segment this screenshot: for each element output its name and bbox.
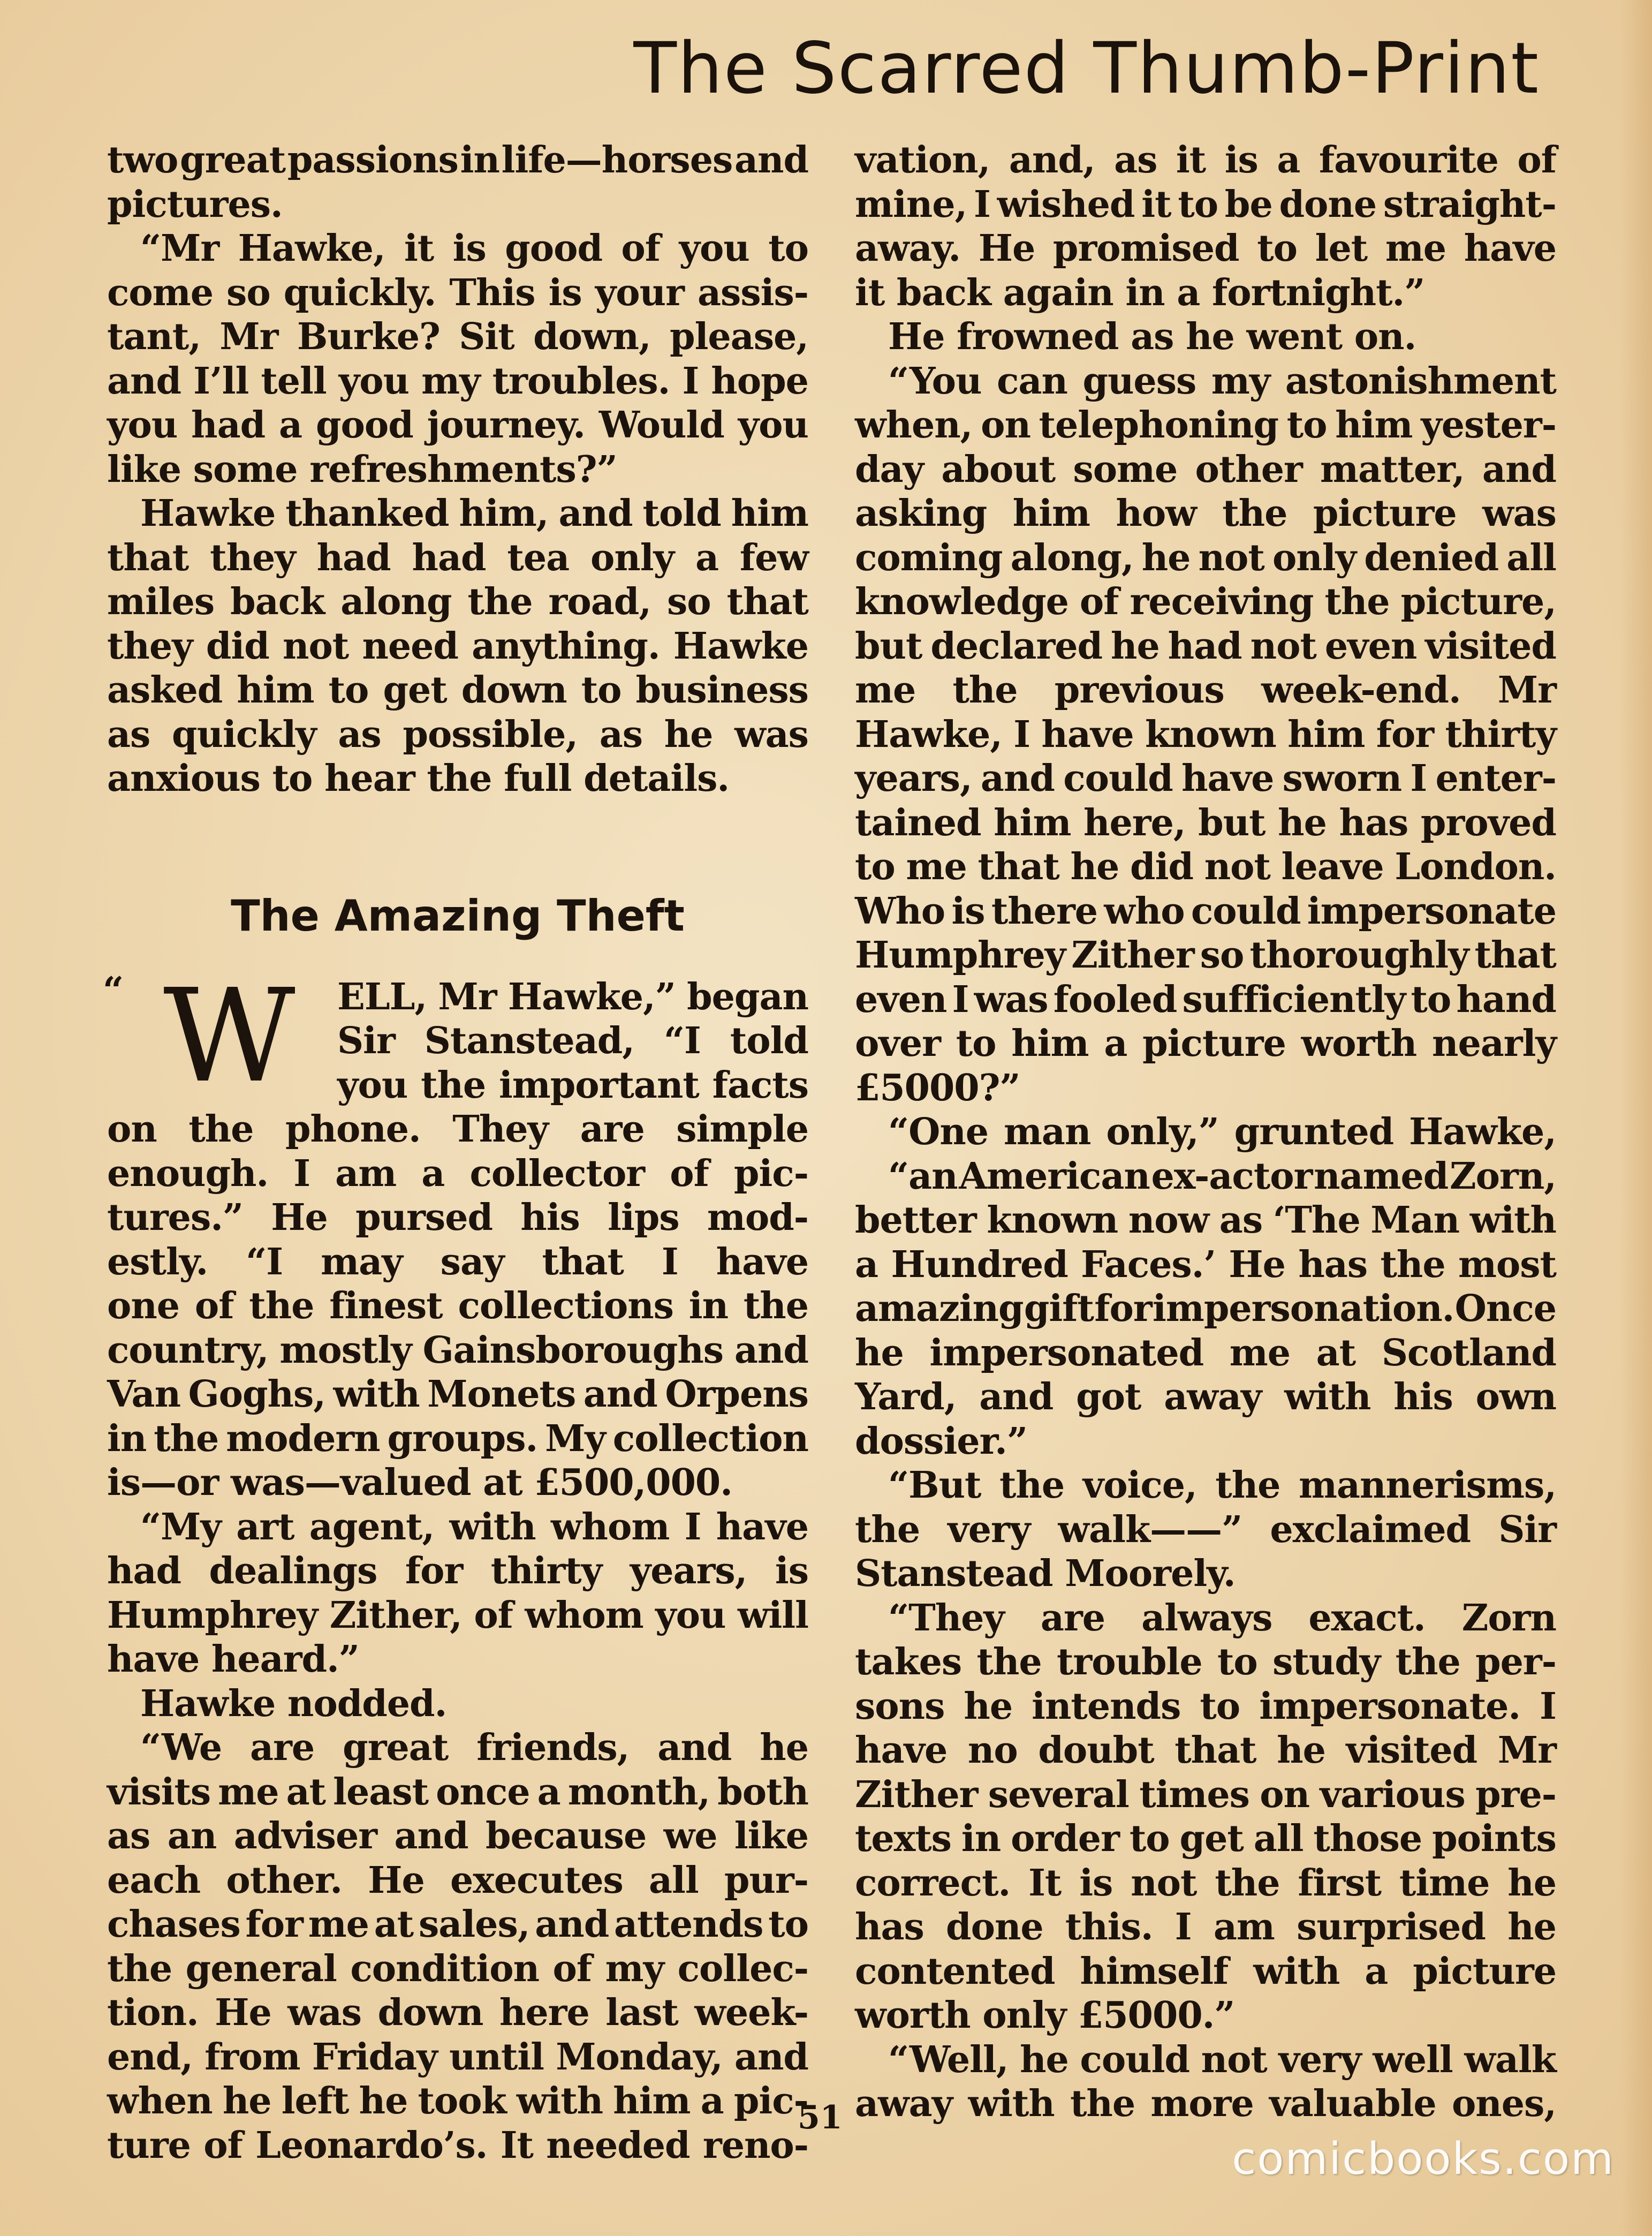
text-line: better known now as ‘The Man with <box>855 1199 1556 1242</box>
text-line: to me that he did not leave London. <box>855 845 1556 888</box>
text-line: have heard.” <box>107 1638 359 1681</box>
text-line: he impersonated me at Scotland <box>855 1331 1556 1374</box>
text-line: end, from Friday until Monday, and <box>107 2035 808 2079</box>
text-line: away. He promised to let me have <box>855 227 1556 270</box>
text-line: each other. He executes all pur- <box>107 1859 808 1902</box>
text-line: and I’ll tell you my troubles. I hope <box>107 359 808 403</box>
text-line: “You can guess my astonishment <box>888 359 1556 403</box>
dropcap-paragraph <box>103 961 808 1111</box>
text-line: has done this. I am surprised he <box>855 1906 1556 1948</box>
text-line: even I was fooled sufficiently to hand <box>855 978 1556 1021</box>
text-line: miles back along the road, so that <box>107 580 808 623</box>
text-line: vation, and, as it is a favourite of <box>855 139 1556 182</box>
text-line: in the modern groups. My collection <box>107 1417 808 1460</box>
text-line: “My art agent, with whom I have <box>140 1505 808 1548</box>
text-line: as quickly as possible, as he was <box>107 713 808 756</box>
text-line: is—or was—valued at £500,000. <box>107 1461 732 1504</box>
section-gap <box>107 801 808 889</box>
text-line: Hawke, I have known him for thirty <box>855 713 1556 756</box>
text-line: estly. “I may say that I have <box>107 1240 808 1283</box>
dropcap-letter: W <box>163 961 295 1111</box>
text-line: “an American ex-actor named Zorn, <box>888 1154 1556 1198</box>
section-heading: The Amazing Theft <box>231 890 685 941</box>
text-line: they did not need anything. Hawke <box>107 624 808 668</box>
right-column <box>855 138 1556 2126</box>
text-line: He frowned as he went on. <box>888 315 1416 358</box>
text-line: Sir Stanstead, “I told <box>337 1019 808 1062</box>
text-line: come so quickly. This is your assis- <box>107 271 808 314</box>
text-line: coming along, he not only denied all <box>855 536 1556 579</box>
text-line: sons he intends to impersonate. I <box>855 1684 1556 1728</box>
text-line: day about some other matter, and <box>855 448 1556 491</box>
text-line: chases for me at sales, and attends to <box>107 1903 808 1946</box>
text-line: “Well, he could not very well walk <box>888 2038 1556 2081</box>
dropcap-open-quote: “ <box>103 969 124 1012</box>
text-line: a Hundred Faces.’ He has the most <box>855 1243 1556 1286</box>
running-head: The Scarred Thumb-Print <box>633 27 1540 110</box>
text-line: tures.” He pursed his lips mod- <box>107 1196 808 1239</box>
text-line: away with the more valuable ones, <box>855 2082 1556 2125</box>
text-line: had dealings for thirty years, is <box>107 1550 808 1592</box>
text-line: enough. I am a collector of pic- <box>107 1152 808 1195</box>
text-line: on the phone. They are simple <box>107 1108 808 1151</box>
text-line: pictures. <box>107 183 283 226</box>
text-line: as an adviser and because we like <box>107 1815 808 1857</box>
page-number: 51 <box>798 2099 843 2136</box>
text-line: “But the voice, the mannerisms, <box>888 1464 1556 1507</box>
left-column <box>103 138 808 2167</box>
text-line: me the previous week-end. Mr <box>855 669 1556 712</box>
text-line: takes the trouble to study the per- <box>855 1641 1556 1683</box>
text-line: “Mr Hawke, it is good of you to <box>140 227 808 270</box>
text-line: Hawke thanked him, and told him <box>140 492 808 535</box>
watermark-logo[interactable]: comicbooks.com <box>1232 2134 1615 2185</box>
text-line: Yard, and got away with his own <box>855 1376 1556 1418</box>
text-line: you the important facts <box>337 1063 808 1107</box>
text-line: asking him how the picture was <box>855 492 1556 535</box>
text-line: when, on telephoning to him yester- <box>855 404 1556 447</box>
text-line: the general condition of my collec- <box>107 1947 808 1990</box>
text-line: texts in order to get all those points <box>855 1817 1556 1860</box>
page-edge-shading <box>1620 0 1652 2236</box>
text-line: country, mostly Gainsboroughs and <box>107 1328 808 1372</box>
text-line: contented himself with a picture <box>855 1950 1556 1993</box>
text-line: worth only £5000.” <box>855 1994 1235 2037</box>
text-line: tained him here, but he has proved <box>855 801 1556 844</box>
text-line: the very walk——” exclaimed Sir <box>855 1508 1556 1551</box>
text-line: knowledge of receiving the picture, <box>855 580 1556 623</box>
text-line: you had a good journey. Would you <box>107 404 808 447</box>
text-line: visits me at least once a month, both <box>107 1770 808 1814</box>
text-line: Humphrey Zither so thoroughly that <box>855 934 1556 977</box>
text-line: tant, Mr Burke? Sit down, please, <box>107 315 808 358</box>
text-line: one of the finest collections in the <box>107 1285 808 1327</box>
text-line: amazing gift for impersonation. Once <box>855 1287 1556 1330</box>
text-line: Stanstead Moorely. <box>855 1552 1236 1595</box>
text-line: like some refreshments?” <box>107 448 617 491</box>
text-line: anxious to hear the full details. <box>107 757 730 800</box>
text-line: when he left he took with him a pic- <box>107 2080 808 2122</box>
text-line: ture of Leonardo’s. It needed reno- <box>107 2124 808 2167</box>
text-line: asked him to get down to business <box>107 669 808 712</box>
text-line: ELL, Mr Hawke,” began <box>337 975 808 1018</box>
right-paragraphs <box>855 138 1556 2126</box>
left-paragraphs-top <box>107 138 808 801</box>
text-line: that they had had tea only a few <box>107 536 808 579</box>
text-line: dossier.” <box>855 1419 1027 1463</box>
text-line: “They are always exact. Zorn <box>888 1596 1556 1640</box>
text-line: but declared he had not even visited <box>855 624 1556 668</box>
text-line: Zither several times on various pre- <box>855 1773 1556 1816</box>
text-line: Humphrey Zither, of whom you will <box>107 1593 808 1637</box>
text-line: “One man only,” grunted Hawke, <box>888 1111 1556 1153</box>
text-line: tion. He was down here last week- <box>107 1991 808 2034</box>
text-line: years, and could have sworn I enter- <box>855 757 1556 800</box>
left-paragraphs-bottom <box>107 1107 808 2167</box>
text-line: have no doubt that he visited Mr <box>855 1729 1556 1772</box>
text-line: correct. It is not the first time he <box>855 1861 1556 1905</box>
text-line: over to him a picture worth nearly <box>855 1022 1556 1065</box>
text-line: it back again in a fortnight.” <box>855 271 1425 314</box>
text-line: £5000?” <box>855 1066 1020 1109</box>
text-line: “We are great friends, and he <box>140 1726 808 1769</box>
text-line: mine, I wished it to be done straight- <box>855 183 1556 226</box>
text-line: Van Goghs, with Monets and Orpens <box>107 1373 808 1416</box>
text-line: two great passions in life—horses and <box>107 139 808 182</box>
text-line: Who is there who could impersonate <box>855 889 1556 933</box>
text-line: Hawke nodded. <box>140 1682 447 1725</box>
